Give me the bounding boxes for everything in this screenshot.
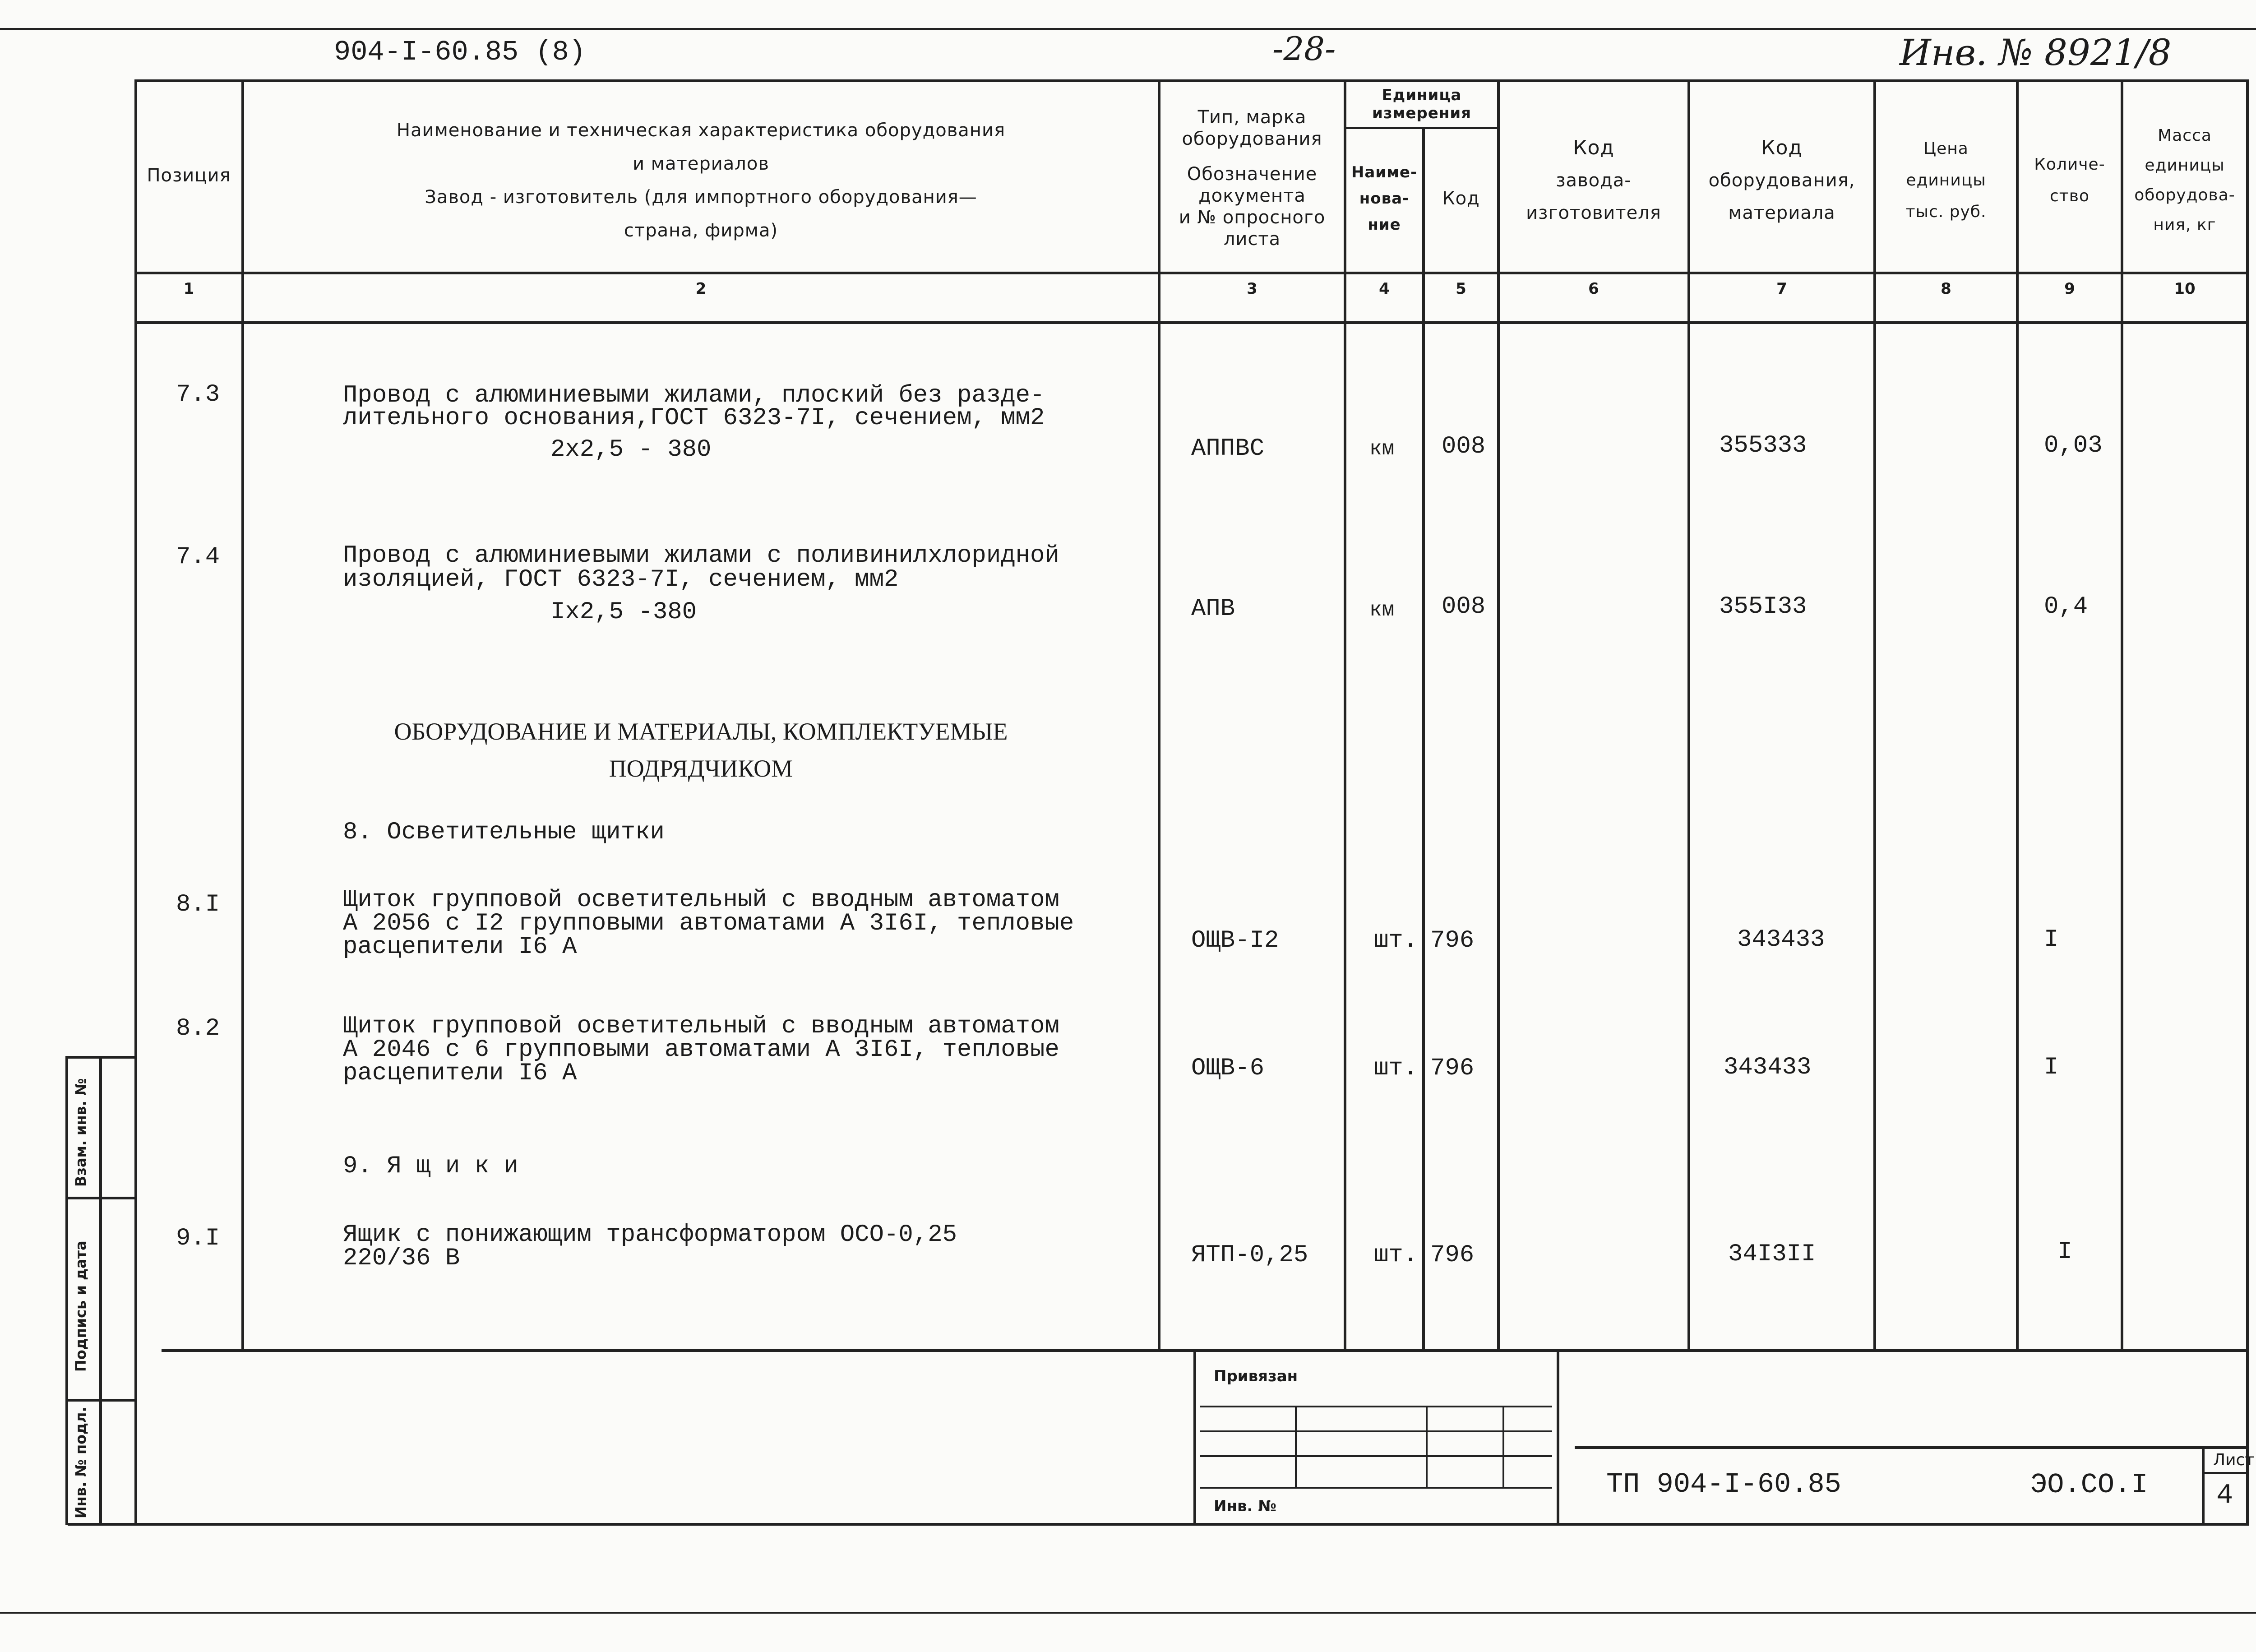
header-type-line3: Обозначение [1187, 164, 1318, 185]
row-name-line2: 220/36 В [343, 1245, 460, 1272]
header-factory-code [1500, 113, 1687, 248]
row-position: 8.I [176, 891, 220, 918]
project-line-top [1575, 1446, 2246, 1449]
header-mass-line4: ния, кг [2153, 216, 2216, 234]
stamp-col-2 [1426, 1406, 1428, 1487]
titleblock-stamp-left [1193, 1349, 1196, 1523]
titleblock-top [162, 1349, 2246, 1352]
side-strip-mid [99, 1056, 102, 1525]
frame-bottom [68, 1523, 2249, 1526]
header-qty-line2: ство [2049, 187, 2090, 205]
stamp-line-4 [1200, 1487, 1552, 1489]
col-divider-9 [2121, 79, 2123, 1351]
column-number-10: 10 [2174, 280, 2196, 298]
col-divider-6 [1687, 79, 1690, 1351]
header-position-label: Позиция [147, 165, 231, 186]
row-position: 7.4 [176, 543, 220, 571]
stamp-line-2 [1200, 1430, 1552, 1432]
row-type: ОЩВ-I2 [1191, 927, 1279, 954]
header-name-line1: Наименование и техническая характеристика оборудования [397, 120, 1005, 141]
row-unit-code: 008 [1442, 433, 1486, 460]
header-type-line2: оборудования [1182, 129, 1322, 149]
col-divider-4 [1422, 127, 1425, 1351]
titleblock-stamp-right [1557, 1349, 1559, 1523]
header-name [244, 99, 1158, 262]
row-unit-code: 008 [1442, 593, 1486, 620]
row-type: АППВС [1191, 435, 1265, 463]
row-equip-code: 343433 [1724, 1054, 1812, 1081]
row-name-line1: Щиток групповой осветительный с вводным автоматом [343, 1013, 1059, 1040]
row-name-line3: расцепители I6 А [343, 933, 577, 961]
row-unit: шт. [1374, 1241, 1418, 1269]
page-number: -28- [1272, 30, 1336, 68]
header-price-line3: тыс. руб. [1905, 203, 1987, 221]
side-strip-div1 [65, 1197, 136, 1199]
header-equip-line3: материала [1728, 203, 1835, 223]
row-position: 9.I [176, 1225, 220, 1252]
header-unit-line1: Единица [1382, 86, 1462, 104]
project-code [1606, 1467, 1841, 1500]
header-mass-line3: оборудова- [2134, 186, 2235, 204]
page-bottom-line [0, 1612, 2256, 1614]
header-price-line2: единицы [1906, 171, 1986, 190]
row-name-line2: изоляцией, ГОСТ 6323-7I, сечением, мм2 [343, 566, 899, 593]
stamp-line-1 [1200, 1406, 1552, 1407]
row-type: ЯТП-0,25 [1191, 1241, 1308, 1269]
header-type [1160, 95, 1344, 262]
top-edge-line [0, 28, 2256, 30]
section-8-title: 8. Осветительные щитки [343, 819, 665, 846]
column-number-4: 4 [1379, 280, 1390, 298]
row-name-line1: Провод с алюминиевыми жилами, плоский без разде- [343, 382, 1045, 409]
column-number-7: 7 [1776, 280, 1787, 298]
row-type: ОЩВ-6 [1191, 1055, 1265, 1082]
header-quantity [2019, 135, 2121, 226]
header-unit-line2: измерения [1372, 104, 1471, 122]
section-heading-line2: ПОДРЯДЧИКОМ [609, 755, 793, 782]
sheet-divider [2202, 1446, 2205, 1523]
header-type-line1: Тип, марка [1197, 107, 1307, 128]
side-label-signature-date: Подпись и дата [72, 1240, 89, 1372]
column-number-2: 2 [695, 280, 707, 298]
row-name-line1: Провод с алюминиевыми жилами с поливинилхлоридной [343, 542, 1059, 569]
row-name-line2: лительного основания,ГОСТ 6323-7I, сечением, мм2 [343, 404, 1045, 432]
attached-label: Привязан [1214, 1367, 1298, 1385]
row-quantity: 0,4 [2044, 593, 2088, 620]
sheet-label: Лист [2213, 1451, 2255, 1469]
row-unit-code: 796 [1430, 1241, 1475, 1269]
header-name-line3: Завод - изготовитель (для импортного оборудования— [425, 187, 977, 208]
col-divider-2 [1158, 79, 1160, 1351]
header-equip-line1: Код [1761, 136, 1803, 159]
row-position: 8.2 [176, 1015, 220, 1042]
header-qty-line1: Количе- [2034, 155, 2105, 174]
row-unit: шт. [1374, 927, 1418, 954]
header-type-line4: документа [1198, 185, 1306, 206]
col-divider-3 [1344, 79, 1346, 1351]
header-unit-name [1346, 135, 1422, 262]
col-divider-8 [2016, 79, 2019, 1351]
header-unit-name-line1: Наиме- [1351, 163, 1418, 181]
row-position: 7.3 [176, 381, 220, 408]
doc-code: ЭО.СО.I [2030, 1469, 2148, 1501]
row-name-line2: А 2056 с I2 групповыми автоматами А 3I6I, тепловые [343, 910, 1074, 937]
column-number-9: 9 [2064, 280, 2075, 298]
frame-top [134, 79, 2246, 82]
header-unit-name-line2: нова- [1359, 190, 1410, 208]
side-strip-left [65, 1056, 68, 1525]
section-9-title: 9. Я щ и к и [343, 1152, 518, 1180]
side-label-original-inv: Инв. № подл. [72, 1407, 89, 1518]
row-name-line3: 2х2,5 - 380 [550, 436, 712, 463]
row-unit: км [1369, 598, 1395, 622]
row-equip-code: 355I33 [1719, 593, 1807, 620]
header-bottom-line [134, 272, 2246, 274]
side-strip-top [65, 1056, 136, 1059]
column-number-1: 1 [183, 280, 194, 298]
frame-right [2246, 79, 2249, 1524]
stamp-col-1 [1295, 1406, 1297, 1487]
header-equip-line2: оборудования, [1708, 170, 1855, 191]
stamp-col-3 [1502, 1406, 1504, 1487]
doc-id: 904-I-60.85 (8) [334, 36, 586, 68]
header-position [136, 79, 241, 272]
header-mass-line1: Масса [2158, 126, 2212, 145]
header-unit-code [1425, 135, 1497, 262]
column-number-8: 8 [1941, 280, 1951, 298]
header-factory-line2: завода- [1556, 170, 1632, 191]
col-divider-7 [1873, 79, 1876, 1351]
header-equip-code [1690, 113, 1873, 248]
header-price [1876, 117, 2016, 244]
row-quantity: 0,03 [2044, 432, 2103, 459]
header-mass-line2: единицы [2145, 156, 2225, 175]
sheet-label-line [2202, 1472, 2246, 1474]
row-quantity: I [2044, 926, 2059, 953]
header-factory-line1: Код [1573, 136, 1614, 159]
header-mass [2123, 108, 2246, 253]
inventory-number: Инв. № 8921/8 [1900, 32, 2172, 74]
row-equip-code: 355333 [1719, 432, 1807, 459]
header-type-line5: и № опросного [1179, 207, 1326, 228]
header-factory-line3: изготовителя [1526, 203, 1661, 223]
header-unit-group [1346, 84, 1497, 125]
side-label-replace-inv: Взам. инв. № [72, 1078, 89, 1187]
section-heading [244, 713, 1158, 787]
side-strip-div2 [65, 1399, 136, 1402]
col-divider-5 [1497, 79, 1500, 1351]
column-number-3: 3 [1247, 280, 1257, 298]
colnum-bottom-line [134, 321, 2246, 324]
header-price-line1: Цена [1923, 139, 1969, 158]
header-name-line2: и материалов [633, 153, 769, 174]
row-unit: км [1369, 437, 1395, 461]
row-name-line1: Ящик с понижающим трансформатором ОСО-0,25 [343, 1221, 957, 1249]
row-quantity: I [2044, 1054, 2059, 1081]
column-number-5: 5 [1456, 280, 1466, 298]
project-code-text: ТП 904-I-60.85 [1606, 1468, 1841, 1500]
row-unit: шт. [1374, 1055, 1418, 1082]
header-name-line4: страна, фирма) [624, 220, 778, 241]
sheet-number: 4 [2216, 1479, 2233, 1511]
row-quantity: I [2057, 1238, 2072, 1266]
row-equip-code: 34I3II [1728, 1240, 1816, 1268]
section-heading-line1: ОБОРУДОВАНИЕ И МАТЕРИАЛЫ, КОМПЛЕКТУЕМЫЕ [394, 718, 1008, 745]
row-name-line3: Iх2,5 -380 [550, 598, 697, 626]
row-name-line2: А 2046 с 6 групповыми автоматами А 3I6I, тепловые [343, 1036, 1059, 1064]
column-number-6: 6 [1588, 280, 1599, 298]
row-name-line1: Щиток групповой осветительный с вводным автоматом [343, 886, 1059, 914]
inv-label: Инв. № [1214, 1497, 1277, 1515]
row-name-line3: расцепители I6 А [343, 1060, 577, 1087]
row-equip-code: 343433 [1737, 926, 1825, 953]
row-unit-code: 796 [1430, 1055, 1475, 1082]
unit-group-line [1344, 127, 1497, 129]
header-type-line6: листа [1223, 229, 1281, 250]
row-unit-code: 796 [1430, 927, 1475, 954]
header-unit-name-line3: ние [1368, 216, 1401, 234]
stamp-line-3 [1200, 1455, 1552, 1457]
row-type: АПВ [1191, 595, 1235, 623]
header-unit-code-label: Код [1442, 188, 1480, 209]
